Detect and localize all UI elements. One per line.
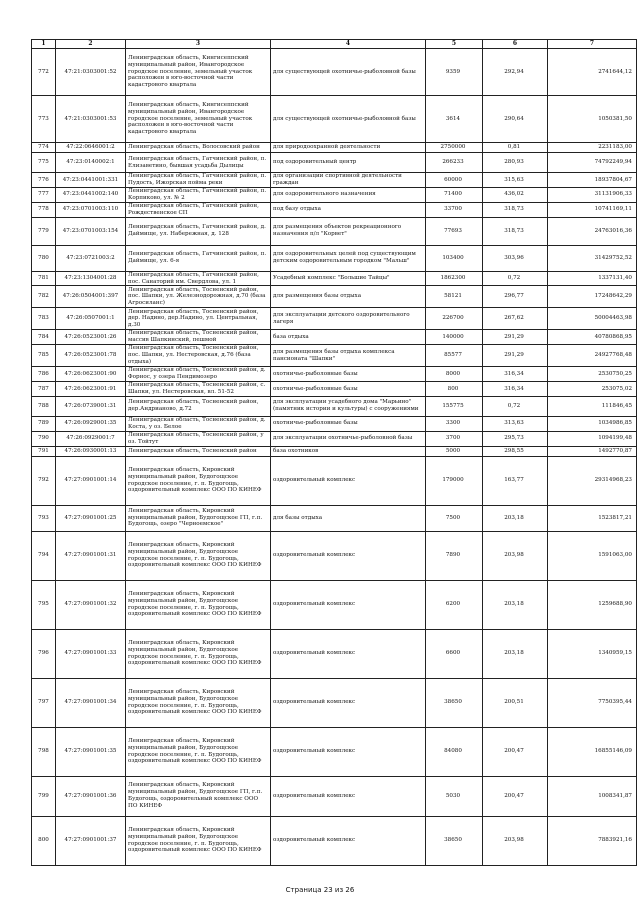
specific-value: 203,18 [483, 629, 548, 678]
permitted-use: для существующей охотничье-рыболовной базы [271, 96, 426, 143]
address: Ленинградская область, Кингисеппский муниципальный район, Ивангородское городское поселение, земельный участок расположен в юго-восточной части кадастрового квартала [126, 96, 271, 143]
permitted-use: оздоровительный комплекс [271, 456, 426, 505]
table-row [32, 456, 637, 505]
area: 266233 [426, 153, 483, 173]
cadastral-number: 47:27:0901001:36 [56, 776, 126, 816]
area: 77693 [426, 217, 483, 245]
row-number: 787 [32, 382, 56, 397]
table-row [32, 271, 637, 286]
specific-value: 0,81 [483, 143, 548, 153]
table-row [32, 96, 637, 143]
col-header-5: 5 [426, 40, 483, 49]
row-number: 781 [32, 271, 56, 286]
cadastral-number: 47:27:0901001:37 [56, 816, 126, 865]
table-row [32, 531, 637, 580]
permitted-use: Усадебный комплекс "Большие Тайцы" [271, 271, 426, 286]
permitted-use: для природоохранной деятельности [271, 143, 426, 153]
address: Ленинградская область, Тосненский район, пос. Шапки, ул. Железнодорожная, д.70 (база Агросиланс) [126, 286, 271, 308]
area: 8000 [426, 367, 483, 382]
row-number: 790 [32, 431, 56, 446]
permitted-use: для размещения базы отдыха комплекса пансионата "Шапки" [271, 345, 426, 367]
address: Ленинградская область, Тосненский район [126, 446, 271, 456]
header-row [32, 40, 637, 49]
specific-value: 0,72 [483, 396, 548, 416]
cadastral-number: 47:26:0504001:397 [56, 286, 126, 308]
table-row [32, 816, 637, 865]
cadastral-number: 47:27:0901001:33 [56, 629, 126, 678]
row-number: 782 [32, 286, 56, 308]
cadastral-value: 2231183,00 [548, 143, 637, 153]
cadastral-value: 17248642,29 [548, 286, 637, 308]
table-row [32, 431, 637, 446]
area: 71400 [426, 188, 483, 203]
area: 179000 [426, 456, 483, 505]
address: Ленинградская область, Тосненский район, дер. Надино, дер.Надино, ул. Центральная, д.30 [126, 308, 271, 330]
cadastral-value: 74792249,94 [548, 153, 637, 173]
area: 9359 [426, 49, 483, 96]
row-number: 786 [32, 367, 56, 382]
area: 103400 [426, 245, 483, 271]
area: 84080 [426, 727, 483, 776]
cadastral-number: 47:21:0303001:52 [56, 49, 126, 96]
cadastral-value: 1340959,15 [548, 629, 637, 678]
col-header-1: 1 [32, 40, 56, 49]
cadastral-number: 47:23:0721003:2 [56, 245, 126, 271]
specific-value: 0,72 [483, 271, 548, 286]
area: 1862300 [426, 271, 483, 286]
cadastral-value: 7750395,44 [548, 678, 637, 727]
area: 2750000 [426, 143, 483, 153]
table-row [32, 173, 637, 188]
table-row [32, 202, 637, 217]
area: 33700 [426, 202, 483, 217]
area: 3700 [426, 431, 483, 446]
table-row [32, 245, 637, 271]
address: Ленинградская область, Гатчинский район, п. Корпиково, ул. № 2 [126, 188, 271, 203]
cadastral-number: 47:26:0929001:7 [56, 431, 126, 446]
cadastral-value: 111846,45 [548, 396, 637, 416]
cadastral-value: 1050381,50 [548, 96, 637, 143]
permitted-use: для существующей охотничье-рыболовной базы [271, 49, 426, 96]
cadastral-value: 253075,02 [548, 382, 637, 397]
area: 226700 [426, 308, 483, 330]
cadastral-value: 18937804,67 [548, 173, 637, 188]
specific-value: 318,73 [483, 202, 548, 217]
row-number: 777 [32, 188, 56, 203]
specific-value: 296,77 [483, 286, 548, 308]
address: Ленинградская область, Кировский муниципальный район, Будогощское городское поселение, г. п. Будогощь, оздоровительный комплекс ООО ПО КИНЕФ [126, 727, 271, 776]
table-row [32, 49, 637, 96]
row-number: 784 [32, 330, 56, 345]
cadastral-value: 1034986,85 [548, 416, 637, 431]
row-number: 797 [32, 678, 56, 727]
address: Ленинградская область, Волосовский район [126, 143, 271, 153]
area: 800 [426, 382, 483, 397]
cadastral-number: 47:26:0507001:1 [56, 308, 126, 330]
specific-value: 436,02 [483, 188, 548, 203]
table-row [32, 727, 637, 776]
cadastral-value: 24763016,36 [548, 217, 637, 245]
cadastral-number: 47:23:0140002:1 [56, 153, 126, 173]
permitted-use: база отдыха [271, 330, 426, 345]
address: Ленинградская область, Гатчинский район, Рождественское СП [126, 202, 271, 217]
cadastral-number: 47:26:0523001:78 [56, 345, 126, 367]
row-number: 780 [32, 245, 56, 271]
cadastral-value: 1259688,90 [548, 580, 637, 629]
specific-value: 298,55 [483, 446, 548, 456]
table-row [32, 396, 637, 416]
row-number: 778 [32, 202, 56, 217]
specific-value: 200,47 [483, 727, 548, 776]
specific-value: 313,63 [483, 416, 548, 431]
permitted-use: для эксплуатации усадебного дома "Марьино" (памятник истории и культуры) с сооружениями [271, 396, 426, 416]
row-number: 800 [32, 816, 56, 865]
cadastral-value: 1591063,00 [548, 531, 637, 580]
specific-value: 318,73 [483, 217, 548, 245]
address: Ленинградская область, Кировский муниципальный район, Будогощское городское поселение, г. п. Будогощь, оздоровительный комплекс ООО ПО КИНЕФ [126, 580, 271, 629]
permitted-use: база охотников [271, 446, 426, 456]
cadastral-number: 47:23:0441002:140 [56, 188, 126, 203]
specific-value: 200,47 [483, 776, 548, 816]
specific-value: 291,29 [483, 330, 548, 345]
permitted-use: охотничье-рыболовные базы [271, 367, 426, 382]
address: Ленинградская область, Кировский муниципальный район, Будогощское городское поселение, г. п. Будогощь, оздоровительный комплекс ООО ПО КИНЕФ [126, 456, 271, 505]
address: Ленинградская область, Кировский муниципальный район, Будогощское ГП, г.п. Будогощь, оздоровительный комплекс ООО ПО КИНЕФ [126, 776, 271, 816]
cadastral-number: 47:27:0901001:34 [56, 678, 126, 727]
permitted-use: для размещения базы отдыха [271, 286, 426, 308]
specific-value: 315,63 [483, 173, 548, 188]
specific-value: 163,77 [483, 456, 548, 505]
table-row [32, 629, 637, 678]
row-number: 792 [32, 456, 56, 505]
permitted-use: под базу отдыха [271, 202, 426, 217]
area: 155775 [426, 396, 483, 416]
permitted-use: оздоровительный комплекс [271, 678, 426, 727]
cadastral-number: 47:27:0901001:25 [56, 505, 126, 531]
permitted-use: охотничье-рыболовные базы [271, 416, 426, 431]
permitted-use: оздоровительный комплекс [271, 816, 426, 865]
specific-value: 316,34 [483, 382, 548, 397]
table-row [32, 153, 637, 173]
address: Ленинградская область, Кировский муниципальный район, Будогощское городское поселение, г. п. Будогощь, оздоровительный комплекс ООО ПО КИНЕФ [126, 629, 271, 678]
address: Ленинградская область, Кировский муниципальный район, Будогощское городское поселение, г. п. Будогощь, оздоровительный комплекс ООО ПО КИНЕФ [126, 531, 271, 580]
address: Ленинградская область, Гатчинский район, д. Даймище, ул. Набережная, д. 128 [126, 217, 271, 245]
cadastral-number: 47:27:0901001:32 [56, 580, 126, 629]
address: Ленинградская область, Кингисеппский муниципальный район, Ивангородское городское поселение, земельный участок расположен в юго-восточной части кадастрового квартала [126, 49, 271, 96]
cadastral-number: 47:26:0929001:35 [56, 416, 126, 431]
cadastral-number: 47:23:0701003:110 [56, 202, 126, 217]
page-footer: Страница 23 из 26 [285, 886, 355, 894]
area: 6200 [426, 580, 483, 629]
permitted-use: для оздоровительного назначения [271, 188, 426, 203]
col-header-2: 2 [56, 40, 126, 49]
row-number: 783 [32, 308, 56, 330]
permitted-use: оздоровительный комплекс [271, 629, 426, 678]
row-number: 779 [32, 217, 56, 245]
specific-value: 303,96 [483, 245, 548, 271]
cadastral-number: 47:23:0701003:154 [56, 217, 126, 245]
address: Ленинградская область, Гатчинский район, п. Пудость, Ижорская пойма реки [126, 173, 271, 188]
area: 3300 [426, 416, 483, 431]
area: 58121 [426, 286, 483, 308]
permitted-use: оздоровительный комплекс [271, 776, 426, 816]
address: Ленинградская область, Гатчинский район, п. Даймище, ул. 6-я [126, 245, 271, 271]
table-row [32, 505, 637, 531]
cadastral-value: 1094199,48 [548, 431, 637, 446]
cadastral-value: 1492770,87 [548, 446, 637, 456]
permitted-use: оздоровительный комплекс [271, 531, 426, 580]
cadastral-number: 47:23:0441001:331 [56, 173, 126, 188]
table-row [32, 143, 637, 153]
permitted-use: для организации спортивной деятельности граждан [271, 173, 426, 188]
cadastral-value: 40780868,95 [548, 330, 637, 345]
area: 38650 [426, 816, 483, 865]
cadastral-number: 47:27:0901001:35 [56, 727, 126, 776]
area: 5030 [426, 776, 483, 816]
cadastral-value: 1523817,21 [548, 505, 637, 531]
specific-value: 280,93 [483, 153, 548, 173]
document-sheet [31, 39, 636, 866]
permitted-use: для эксплуатации детского оздоровительного лагеря [271, 308, 426, 330]
cadastral-value: 7883921,16 [548, 816, 637, 865]
row-number: 796 [32, 629, 56, 678]
address: Ленинградская область, Тосненский район, пос. Шапки, ул. Нестеровская, д.76 (база отдыха) [126, 345, 271, 367]
specific-value: 203,98 [483, 816, 548, 865]
table-row [32, 446, 637, 456]
cadastral-number: 47:26:0623001:90 [56, 367, 126, 382]
cadastral-number: 47:26:0930001:13 [56, 446, 126, 456]
table-row [32, 286, 637, 308]
cadastral-value: 31429752,52 [548, 245, 637, 271]
table-row [32, 345, 637, 367]
permitted-use: оздоровительный комплекс [271, 580, 426, 629]
table-row [32, 382, 637, 397]
cadastral-value: 10741169,11 [548, 202, 637, 217]
row-number: 793 [32, 505, 56, 531]
specific-value: 291,29 [483, 345, 548, 367]
address: Ленинградская область, Тосненский район, у оз. Тойтут [126, 431, 271, 446]
specific-value: 267,62 [483, 308, 548, 330]
col-header-7: 7 [548, 40, 637, 49]
specific-value: 290,64 [483, 96, 548, 143]
area: 85577 [426, 345, 483, 367]
address: Ленинградская область, Тосненский район, д. Форнос, у озера Пендимозеро [126, 367, 271, 382]
row-number: 772 [32, 49, 56, 96]
cadastral-value: 16855146,09 [548, 727, 637, 776]
specific-value: 200,51 [483, 678, 548, 727]
specific-value: 292,94 [483, 49, 548, 96]
area: 5000 [426, 446, 483, 456]
specific-value: 203,18 [483, 580, 548, 629]
col-header-3: 3 [126, 40, 271, 49]
address: Ленинградская область, Кировский муниципальный район, Будогощское ГП, г.п. Будогощь, озеро "Черноемское" [126, 505, 271, 531]
cadastral-number: 47:23:1304001:28 [56, 271, 126, 286]
cadastral-value: 2530750,25 [548, 367, 637, 382]
cadastral-number: 47:26:0739001:31 [56, 396, 126, 416]
col-header-4: 4 [271, 40, 426, 49]
row-number: 791 [32, 446, 56, 456]
cadastral-value: 24927768,48 [548, 345, 637, 367]
row-number: 775 [32, 153, 56, 173]
area: 38650 [426, 678, 483, 727]
table-row [32, 217, 637, 245]
row-number: 798 [32, 727, 56, 776]
cadastral-number: 47:27:0901001:31 [56, 531, 126, 580]
cadastral-number: 47:26:0623001:91 [56, 382, 126, 397]
address: Ленинградская область, Кировский муниципальный район, Будогощское городское поселение, г. п. Будогощь, оздоровительный комплекс ООО ПО КИНЕФ [126, 678, 271, 727]
table-row [32, 330, 637, 345]
address: Ленинградская область, Кировский муниципальный район, Будогощское городское поселение, г. п. Будогощь, оздоровительный комплекс ООО ПО КИНЕФ [126, 816, 271, 865]
address: Ленинградская область, Тосненский район, д. Коста, у оз. Белое [126, 416, 271, 431]
row-number: 773 [32, 96, 56, 143]
cadastral-number: 47:27:0901001:14 [56, 456, 126, 505]
area: 6600 [426, 629, 483, 678]
specific-value: 316,34 [483, 367, 548, 382]
cadastral-value: 50004463,98 [548, 308, 637, 330]
specific-value: 203,98 [483, 531, 548, 580]
area: 140000 [426, 330, 483, 345]
specific-value: 295,73 [483, 431, 548, 446]
cadastral-value: 2741644,12 [548, 49, 637, 96]
row-number: 788 [32, 396, 56, 416]
table-row [32, 580, 637, 629]
row-number: 799 [32, 776, 56, 816]
row-number: 774 [32, 143, 56, 153]
cadastral-value: 1008341,87 [548, 776, 637, 816]
permitted-use: для оздоровительных целей под существующим детским оздоровительным городком "Мальш" [271, 245, 426, 271]
address: Ленинградская область, Тосненский район, массив Шапкинский, пешмой [126, 330, 271, 345]
permitted-use: охотничье-рыболовные базы [271, 382, 426, 397]
table-row [32, 367, 637, 382]
area: 3614 [426, 96, 483, 143]
cadastral-number: 47:26:0523001:26 [56, 330, 126, 345]
cadastral-value: 29314968,23 [548, 456, 637, 505]
cadastral-number: 47:21:0303001:53 [56, 96, 126, 143]
col-header-6: 6 [483, 40, 548, 49]
row-number: 795 [32, 580, 56, 629]
table-row [32, 188, 637, 203]
cadastral-number: 47:22:0646001:2 [56, 143, 126, 153]
area: 60000 [426, 173, 483, 188]
cadastral-value: 31131906,33 [548, 188, 637, 203]
table-row [32, 678, 637, 727]
table-row [32, 416, 637, 431]
address: Ленинградская область, Гатчинский район, пос. Санаторий им. Свердлова, ул. 1 [126, 271, 271, 286]
row-number: 785 [32, 345, 56, 367]
permitted-use: для эксплуатации охотничье-рыболовной базы [271, 431, 426, 446]
row-number: 776 [32, 173, 56, 188]
row-number: 789 [32, 416, 56, 431]
land-plots-table [31, 39, 637, 866]
permitted-use: оздоровительный комплекс [271, 727, 426, 776]
area: 7890 [426, 531, 483, 580]
address: Ленинградская область, Тосненский район, с. Шапки, ул. Нестеровская, вл. 51-52 [126, 382, 271, 397]
permitted-use: для размещения объектов рекреационного назначения п/л "Корвет" [271, 217, 426, 245]
address: Ленинградская область, Гатчинский район, п. Елизаветино, бывшая усадьба Дылицы [126, 153, 271, 173]
table-row [32, 308, 637, 330]
address: Ленинградская область, Тосненский район, дер.Андрианово, д.72 [126, 396, 271, 416]
row-number: 794 [32, 531, 56, 580]
cadastral-value: 1337131,40 [548, 271, 637, 286]
table-body [32, 49, 637, 866]
specific-value: 203,18 [483, 505, 548, 531]
area: 7500 [426, 505, 483, 531]
permitted-use: для базы отдыха [271, 505, 426, 531]
permitted-use: под оздоровительный центр [271, 153, 426, 173]
table-row [32, 776, 637, 816]
